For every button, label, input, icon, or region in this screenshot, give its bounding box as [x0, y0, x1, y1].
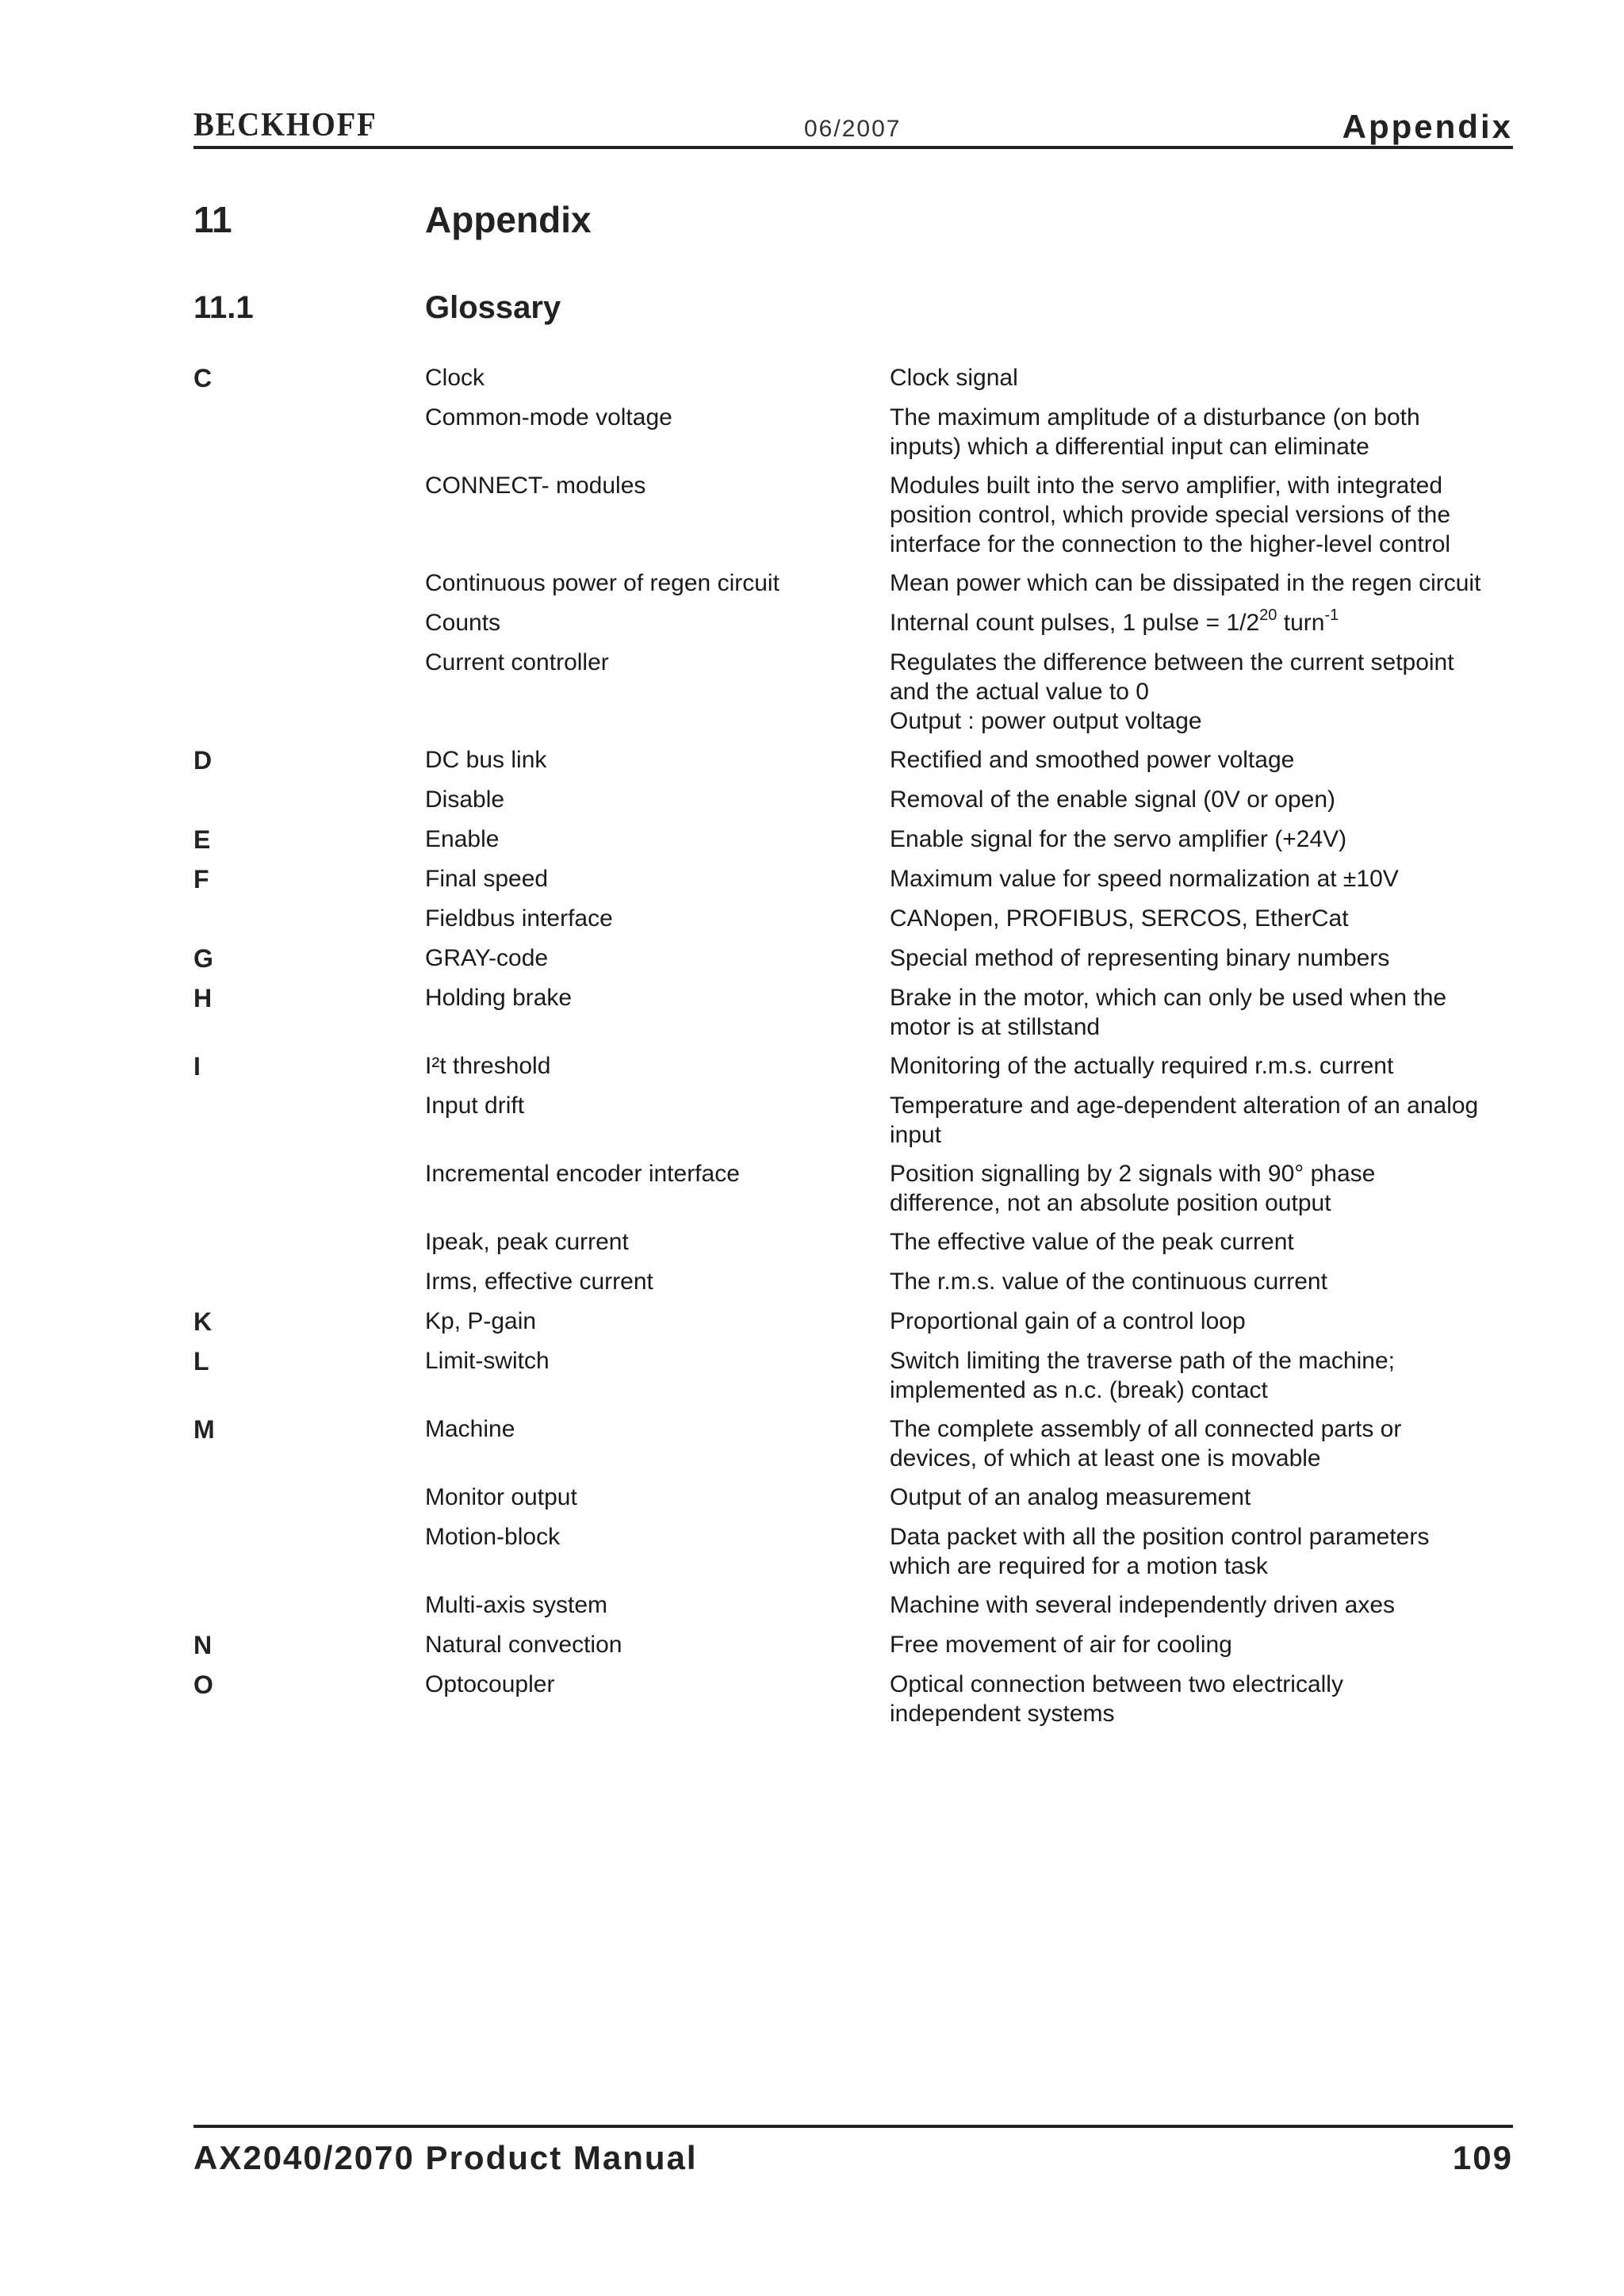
definition-line: Removal of the enable signal (0V or open) — [890, 786, 1336, 813]
glossary-letter: D — [193, 746, 213, 775]
subchapter-number: 11.1 — [193, 290, 254, 325]
glossary-definition — [890, 1307, 1532, 1336]
chapter-number: 11 — [193, 199, 232, 240]
definition-line: Output of an analog measurement — [890, 1484, 1251, 1510]
header-date: 06/2007 — [804, 116, 902, 142]
glossary-definition — [890, 745, 1532, 775]
glossary-term: Continuous power of regen circuit — [425, 570, 779, 596]
glossary-definition — [890, 608, 1532, 637]
glossary-term: Input drift — [425, 1093, 525, 1119]
definition-line: Special method of representing binary numbers — [890, 945, 1390, 971]
glossary-definition — [890, 1159, 1532, 1218]
glossary-definition — [890, 1091, 1532, 1150]
definition-line: The complete assembly of all connected parts or — [890, 1416, 1402, 1442]
glossary-entry — [425, 608, 1526, 638]
definition-line: Proportional gain of a control loop — [890, 1308, 1246, 1334]
glossary-letter: F — [193, 865, 209, 894]
glossary-entry — [425, 1227, 1526, 1257]
glossary-definition — [890, 1483, 1532, 1512]
definition-line: Data packet with all the position control parameters — [890, 1524, 1430, 1550]
glossary-term: Incremental encoder interface — [425, 1161, 740, 1187]
glossary-letter: I — [193, 1052, 201, 1081]
glossary-definition — [890, 1414, 1532, 1473]
definition-line: motor is at stillstand — [890, 1014, 1101, 1040]
glossary-group — [193, 1630, 1526, 1660]
glossary-entry — [425, 1522, 1526, 1581]
glossary-term: GRAY-code — [425, 945, 549, 971]
glossary-definition — [890, 785, 1532, 814]
glossary-entry — [425, 1346, 1526, 1405]
definition-line: Free movement of air for cooling — [890, 1632, 1232, 1658]
brand-logo: BECKHOFF — [193, 107, 377, 144]
glossary-group — [193, 1670, 1526, 1728]
definition-line: Maximum value for speed normalization at ±10V — [890, 866, 1399, 892]
glossary-entry — [425, 904, 1526, 934]
glossary-entry — [425, 864, 1526, 894]
glossary-entry — [425, 1267, 1526, 1297]
glossary-definition — [890, 1346, 1532, 1405]
glossary-definition — [890, 363, 1532, 392]
definition-line: The maximum amplitude of a disturbance (on both — [890, 404, 1420, 430]
glossary-entry — [425, 1091, 1526, 1150]
definition-line: and the actual value to 0 — [890, 679, 1149, 705]
definition-line: Modules built into the servo amplifier, with integrated — [890, 473, 1443, 499]
definition-line: The effective value of the peak current — [890, 1229, 1294, 1255]
definition-line: implemented as n.c. (break) contact — [890, 1377, 1268, 1403]
glossary-term: DC bus link — [425, 747, 547, 773]
glossary-term: Natural convection — [425, 1632, 622, 1658]
definition-line: position control, which provide special versions of the — [890, 502, 1451, 528]
glossary-entry — [425, 943, 1526, 974]
glossary-definition — [890, 1051, 1532, 1081]
definition-line: difference, not an absolute position output — [890, 1190, 1331, 1216]
definition-line: Position signalling by 2 signals with 90° phase — [890, 1161, 1376, 1187]
glossary-entry — [425, 363, 1526, 393]
chapter-title: Appendix — [425, 199, 592, 240]
definition-line: Brake in the motor, which can only be used when the — [890, 985, 1447, 1011]
glossary-definition — [890, 825, 1532, 854]
definition-line: Mean power which can be dissipated in the regen circuit — [890, 570, 1481, 596]
glossary-term: Kp, P-gain — [425, 1308, 537, 1334]
glossary-group — [193, 1051, 1526, 1297]
glossary-definition — [890, 904, 1532, 933]
header-section: Appendix — [1342, 108, 1513, 145]
glossary-definition — [890, 1670, 1532, 1728]
glossary-definition — [890, 471, 1532, 559]
page-footer — [193, 2125, 1513, 2176]
glossary-term: Monitor output — [425, 1484, 577, 1510]
definition-line: Enable signal for the servo amplifier (+24V) — [890, 826, 1347, 852]
glossary-term: Limit-switch — [425, 1348, 550, 1374]
glossary-entry — [425, 825, 1526, 855]
superscript: -1 — [1324, 607, 1339, 624]
glossary-term: Enable — [425, 826, 500, 852]
definition-line: Clock signal — [890, 365, 1018, 391]
glossary-term: Common-mode voltage — [425, 404, 672, 430]
definition-line: The r.m.s. value of the continuous current — [890, 1269, 1327, 1295]
glossary-definition — [890, 403, 1532, 461]
glossary-definition — [890, 1267, 1532, 1296]
glossary-list — [193, 363, 1526, 1738]
glossary-entry — [425, 1670, 1526, 1728]
glossary-definition — [890, 1522, 1532, 1581]
glossary-entry — [425, 1159, 1526, 1218]
glossary-definition — [890, 864, 1532, 894]
definition-text: Internal count pulses, 1 pulse = 1/2 — [890, 610, 1260, 636]
glossary-letter: C — [193, 364, 213, 392]
glossary-term: Disable — [425, 786, 505, 813]
definition-line: Switch limiting the traverse path of the machine; — [890, 1348, 1395, 1374]
glossary-definition — [890, 1227, 1532, 1257]
definition-line: devices, of which at least one is movable — [890, 1445, 1321, 1471]
glossary-letter: E — [193, 825, 211, 854]
glossary-term: Motion-block — [425, 1524, 561, 1550]
glossary-entry — [425, 983, 1526, 1042]
glossary-group — [193, 825, 1526, 855]
definition-line: Temperature and age-dependent alteration of an analog — [890, 1093, 1479, 1119]
glossary-entry — [425, 1307, 1526, 1337]
definition-line: CANopen, PROFIBUS, SERCOS, EtherCat — [890, 905, 1349, 932]
glossary-group — [193, 864, 1526, 934]
subchapter-title: Glossary — [425, 290, 561, 325]
definition-line: inputs) which a differential input can eliminate — [890, 434, 1369, 460]
glossary-term: Holding brake — [425, 985, 573, 1011]
page-number: 109 — [1452, 2139, 1513, 2176]
glossary-term: Counts — [425, 610, 501, 636]
glossary-group — [193, 943, 1526, 974]
definition-line: Optical connection between two electrically — [890, 1671, 1343, 1697]
definition-line: independent systems — [890, 1701, 1115, 1727]
definition-line: Regulates the difference between the current setpoint — [890, 649, 1454, 675]
footer-manual-title: AX2040/2070 Product Manual — [193, 2139, 698, 2176]
definition-line: which are required for a motion task — [890, 1553, 1268, 1579]
glossary-entry — [425, 785, 1526, 815]
glossary-entry — [425, 1483, 1526, 1513]
definition-line: interface for the connection to the higher-level control — [890, 531, 1451, 557]
glossary-entry — [425, 648, 1526, 736]
glossary-entry — [425, 471, 1526, 559]
glossary-definition — [890, 568, 1532, 598]
glossary-group — [193, 1414, 1526, 1621]
glossary-definition — [890, 943, 1532, 973]
glossary-term: Final speed — [425, 866, 549, 892]
glossary-group — [193, 983, 1526, 1042]
glossary-entry — [425, 1414, 1526, 1473]
glossary-term: CONNECT- modules — [425, 473, 646, 499]
glossary-group — [193, 1307, 1526, 1337]
definition-line: Output : power output voltage — [890, 708, 1202, 734]
glossary-term: Clock — [425, 365, 485, 391]
definition-line: Machine with several independently driven axes — [890, 1592, 1396, 1618]
glossary-term: Machine — [425, 1416, 515, 1442]
glossary-definition — [890, 648, 1532, 736]
glossary-letter: O — [193, 1670, 213, 1699]
glossary-entry — [425, 1051, 1526, 1081]
glossary-group — [193, 1346, 1526, 1405]
glossary-term: Fieldbus interface — [425, 905, 613, 932]
superscript: 20 — [1259, 607, 1277, 624]
glossary-term: I²t threshold — [425, 1053, 551, 1079]
definition-line: Rectified and smoothed power voltage — [890, 747, 1295, 773]
definition-line: input — [890, 1122, 942, 1148]
glossary-letter: L — [193, 1347, 209, 1376]
glossary-term: Irms, effective current — [425, 1269, 653, 1295]
glossary-term: Ipeak, peak current — [425, 1229, 629, 1255]
glossary-entry — [425, 745, 1526, 775]
glossary-letter: H — [193, 984, 213, 1012]
glossary-term: Multi-axis system — [425, 1592, 608, 1618]
glossary-entry — [425, 1590, 1526, 1621]
glossary-group — [193, 363, 1526, 736]
glossary-definition — [890, 983, 1532, 1042]
glossary-group — [193, 745, 1526, 815]
page-header — [193, 106, 1513, 149]
glossary-entry — [425, 568, 1526, 599]
glossary-letter: G — [193, 944, 213, 973]
glossary-letter: K — [193, 1307, 213, 1336]
glossary-letter: N — [193, 1631, 213, 1659]
glossary-definition — [890, 1630, 1532, 1659]
definition-line: Monitoring of the actually required r.m.s. current — [890, 1053, 1394, 1079]
glossary-term: Optocoupler — [425, 1671, 555, 1697]
glossary-term: Current controller — [425, 649, 609, 675]
glossary-definition — [890, 1590, 1532, 1620]
definition-text: turn — [1277, 610, 1325, 636]
glossary-letter: M — [193, 1415, 215, 1444]
glossary-entry — [425, 1630, 1526, 1660]
glossary-entry — [425, 403, 1526, 461]
